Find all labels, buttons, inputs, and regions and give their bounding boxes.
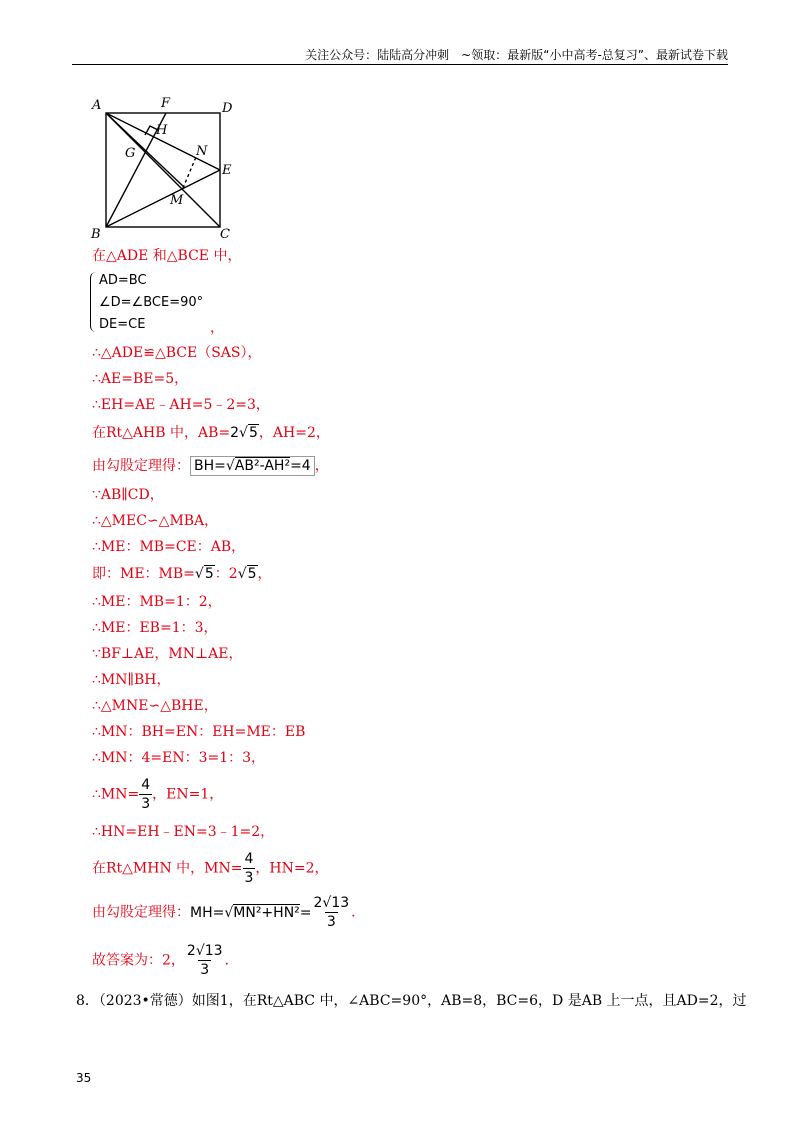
line-20-text-a: 在Rt△MHN 中，MN= (92, 860, 243, 877)
line-17: ∴MN：4=EN：3=1：3， (92, 750, 266, 766)
segment-am (106, 113, 185, 188)
line-22-text-b: ． (224, 952, 239, 969)
line-14: ∴MN∥BH， (92, 672, 171, 688)
line-5-text-a: 在Rt△AHB 中，AB= (92, 425, 231, 441)
formula-bh: BH=√AB²-AH²=4 (190, 456, 315, 476)
brace-tail: ， (210, 320, 224, 336)
line-5 (92, 423, 330, 443)
brace-row-3: DE=CE (99, 317, 146, 332)
line-4: ∴EH=AE﹣AH=5﹣2=3， (92, 397, 270, 413)
label-d: D (222, 101, 233, 116)
label-f: F (161, 96, 171, 111)
formula-mh: MH=√MN²+HN²= $\frac{2√13}{3}$ (190, 895, 350, 930)
line-18 (92, 778, 223, 811)
line-18-text-b: ，EN=1， (152, 786, 224, 803)
line-6 (92, 456, 329, 476)
label-g: G (125, 146, 136, 161)
label-m: M (170, 193, 184, 208)
frac-num: 2√13 (186, 943, 223, 959)
line-6-text-a: 由勾股定理得： (92, 458, 190, 474)
fraction-2root13-3-b (185, 944, 225, 977)
line-12: ∴ME：EB=1：3， (92, 620, 218, 636)
frac-num: 4 (244, 851, 254, 867)
sqrt-2-root-5: 2√5 (230, 425, 258, 441)
question-8: 8．（2023•常德）如图1，在Rt△ABC 中，∠ABC=90°，AB=8，BC=6，D 是AB 上一点，且AD=2，过 (76, 993, 747, 1009)
line-22 (92, 944, 239, 977)
label-n: N (196, 144, 208, 159)
label-c: C (220, 227, 230, 242)
fraction-4-3 (139, 778, 152, 811)
line-10 (92, 564, 272, 584)
label-h: H (156, 123, 168, 138)
frac-den: 3 (200, 962, 210, 978)
line-21-text-a: 由勾股定理得： (92, 904, 190, 921)
brace-row-1: AD=BC (99, 273, 147, 288)
line-18-text-a: ∴MN= (92, 786, 140, 803)
formula-bh-post: =4 (290, 458, 311, 474)
sqrt-radicand-2: 5 (247, 566, 257, 582)
formula-mh-pre: MH= (190, 904, 225, 921)
frac-den: 3 (244, 870, 254, 886)
frac-den: 3 (326, 914, 336, 930)
line-21 (92, 896, 365, 929)
line-15: ∴△MNE∽△BHE， (92, 698, 218, 714)
formula-bh-radicand: AB²-AH² (234, 458, 291, 474)
sqrt-coef: 2 (230, 425, 240, 441)
line-2: ∴△ADE≌△BCE（SAS）， (92, 345, 262, 361)
sqrt-radicand: 5 (248, 425, 258, 441)
brace-bar (90, 272, 97, 332)
page-number: 35 (76, 1071, 92, 1085)
line-22-text-a: 故答案为：2， (92, 952, 185, 969)
formula-mh-eq: = (299, 904, 312, 921)
line-3: ∴AE=BE=5， (92, 371, 189, 387)
sqrt-root-5: √5 (194, 566, 214, 582)
line-1: 在△ADE 和△BCE 中， (92, 248, 242, 264)
line-20-text-b: ，HN=2， (255, 860, 329, 877)
label-e: E (222, 163, 232, 178)
line-6-text-b: ， (314, 458, 329, 474)
line-10-mid: ：2 (214, 566, 238, 582)
segment-be (106, 170, 220, 227)
line-10-text-b: ， (257, 566, 272, 582)
line-19: ∴HN=EH﹣EN=3﹣1=2， (92, 824, 275, 840)
segment-ae (106, 113, 220, 170)
brace-row-2: ∠D=∠BCE=90° (99, 295, 204, 310)
line-5-text-b: ，AH=2， (258, 425, 330, 441)
line-21-text-b: ． (351, 904, 366, 921)
formula-mh-radicand: MN²+HN² (233, 904, 300, 921)
line-10-text-a: 即：ME：MB= (92, 566, 195, 582)
formula-bh-pre: BH= (194, 458, 226, 474)
line-7: ∵AB∥CD， (92, 487, 164, 503)
page-header: 关注公众号：陆陆高分冲刺 ~领取：最新版“小中高考-总复习”、最新试卷下载 (305, 48, 728, 62)
frac-den: 3 (141, 796, 151, 812)
line-20 (92, 852, 329, 885)
line-16: ∴MN：BH=EN：EH=ME：EB (92, 724, 306, 740)
line-8: ∴△MEC∽△MBA， (92, 513, 219, 529)
sqrt-radicand-1: 5 (204, 566, 214, 582)
frac-num: 2√13 (313, 895, 350, 911)
fraction-2root13-3 (312, 896, 352, 929)
header-rule (72, 64, 728, 65)
frac-num: 4 (141, 777, 151, 793)
label-a: A (92, 98, 102, 113)
line-11: ∴ME：MB=1：2， (92, 594, 222, 610)
line-13: ∵BF⊥AE，MN⊥AE， (92, 646, 243, 662)
sqrt-root-5-b: √5 (237, 566, 257, 582)
geometry-figure (86, 94, 246, 244)
fraction-4-3-b (243, 852, 256, 885)
line-9: ∴ME：MB=CE：AB， (92, 539, 246, 555)
label-b: B (91, 227, 101, 242)
condition-brace (90, 270, 203, 336)
